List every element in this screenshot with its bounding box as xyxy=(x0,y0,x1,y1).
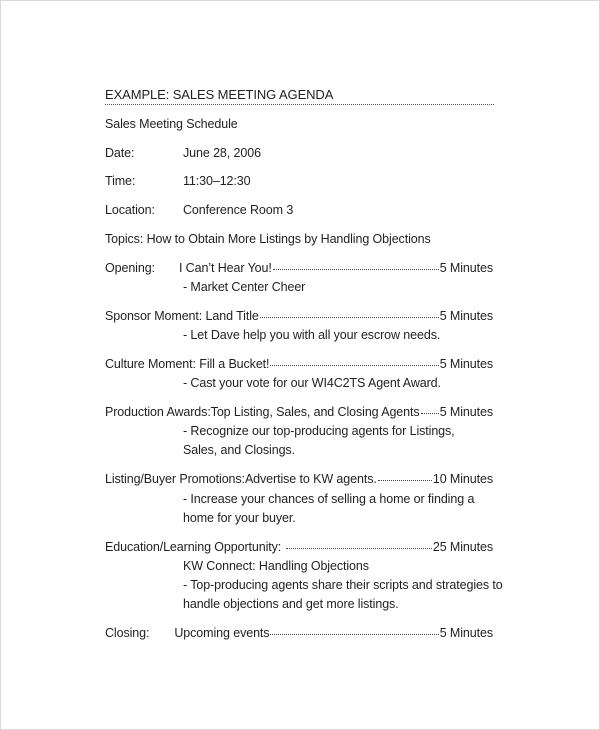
item-description: :Top Listing, Sales, and Closing Agents xyxy=(207,405,420,419)
item-description: : Fill a Bucket! xyxy=(192,357,270,371)
item-description: I Can’t Hear You! xyxy=(178,261,272,275)
agenda-item-opening xyxy=(105,261,493,275)
item-description: : Land Title xyxy=(198,309,259,323)
item-sub-line: - Market Center Cheer xyxy=(183,280,306,294)
item-duration: 5 Minutes xyxy=(439,405,493,419)
dot-leader xyxy=(273,269,439,270)
item-sub-line: handle objections and get more listings. xyxy=(183,597,399,611)
item-heading: Production Awards xyxy=(105,405,208,419)
topics-line: Topics: How to Obtain More Listings by Handling Objections xyxy=(105,232,431,246)
agenda-item-production-awards xyxy=(105,405,493,419)
item-duration: 5 Minutes xyxy=(439,357,493,371)
item-duration: 5 Minutes xyxy=(439,626,493,640)
time-label: Time: xyxy=(105,174,136,188)
item-duration: 10 Minutes xyxy=(432,472,493,486)
item-description: Upcoming events xyxy=(174,626,270,640)
date-label: Date: xyxy=(105,146,135,160)
location-label: Location: xyxy=(105,203,155,217)
item-duration: 5 Minutes xyxy=(439,309,493,323)
item-duration: 25 Minutes xyxy=(432,540,493,554)
item-sub-line: - Let Dave help you with all your escrow needs. xyxy=(183,328,441,342)
schedule-heading: Sales Meeting Schedule xyxy=(105,117,238,131)
item-heading: Education/Learning Opportunity: xyxy=(105,540,282,554)
item-sub-line: - Cast your vote for our WI4C2TS Agent Award. xyxy=(183,376,441,390)
agenda-item-listing-buyer-promotions xyxy=(105,472,493,486)
dot-leader xyxy=(270,634,438,635)
date-value: June 28, 2006 xyxy=(183,146,261,160)
item-sub-line: KW Connect: Handling Objections xyxy=(183,559,369,573)
item-heading: Sponsor Moment xyxy=(105,309,199,323)
item-sub-line: - Recognize our top-producing agents for Listings, xyxy=(183,424,455,438)
agenda-item-closing xyxy=(105,626,493,640)
agenda-item-sponsor-moment xyxy=(105,309,493,323)
item-duration: 5 Minutes xyxy=(439,261,493,275)
item-sub-line: - Top-producing agents share their scripts and strategies to xyxy=(183,578,503,592)
time-value: 11:30–12:30 xyxy=(183,174,251,188)
dot-leader xyxy=(378,480,432,481)
dot-leader xyxy=(421,413,439,414)
item-sub-line: Sales, and Closings. xyxy=(183,443,295,457)
document-title: EXAMPLE: SALES MEETING AGENDA xyxy=(105,87,494,105)
dot-leader xyxy=(260,317,439,318)
agenda-item-culture-moment xyxy=(105,357,493,371)
item-sub-line: - Increase your chances of selling a home or finding a xyxy=(183,492,475,506)
agenda-item-education-learning xyxy=(105,540,493,554)
item-heading: Closing: xyxy=(105,626,150,640)
item-heading: Listing/Buyer Promotions: xyxy=(105,472,245,486)
item-description: Advertise to KW agents. xyxy=(244,472,377,486)
item-heading: Opening: xyxy=(105,261,155,275)
item-heading: Culture Moment xyxy=(105,357,193,371)
item-sub-line: home for your buyer. xyxy=(183,511,296,525)
location-value: Conference Room 3 xyxy=(183,203,294,217)
dot-leader xyxy=(286,548,432,549)
dot-leader xyxy=(270,365,438,366)
